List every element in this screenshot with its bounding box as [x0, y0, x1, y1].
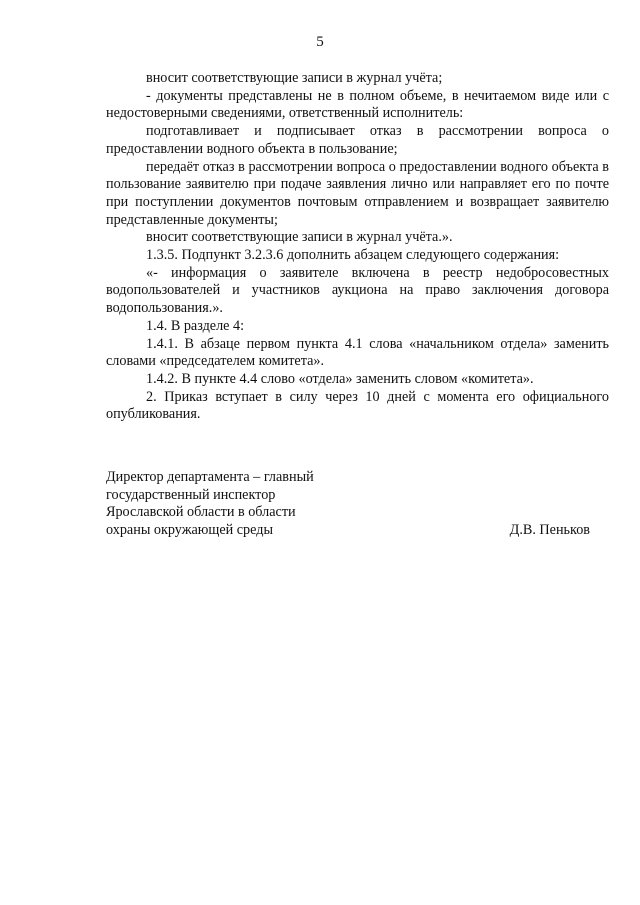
- signatory-title-line: Директор департамента – главный: [106, 469, 314, 485]
- paragraph: - документы представлены не в полном объеме, в нечитаемом виде или с недостоверными сведениями, ответственный исполнитель:: [106, 87, 609, 122]
- paragraph: 1.3.5. Подпункт 3.2.3.6 дополнить абзацем следующего содержания:: [146, 247, 560, 264]
- paragraph: 1.4. В разделе 4:: [146, 317, 245, 334]
- paragraph: 1.4.1. В абзаце первом пункта 4.1 слова «начальником отдела» заменить словами «председателем комитета».: [106, 335, 609, 370]
- paragraph: 1.4.2. В пункте 4.4 слово «отдела» заменить словом «комитета».: [146, 370, 534, 387]
- signatory-title-line: государственный инспектор: [106, 486, 276, 503]
- signatory-title-line: Ярославской области в области: [106, 504, 296, 521]
- paragraph: вносит соответствующие записи в журнал учёта;: [146, 70, 443, 86]
- signatory-title-line: охраны окружающей среды: [106, 522, 274, 539]
- document-body: [106, 70, 609, 424]
- signature-block: [106, 469, 590, 540]
- page-number: 5: [316, 34, 324, 50]
- paragraph: «- информация о заявителе включена в реестр недобросовестных водопользователей и участников аукциона на право заключения договора водопользования.».: [106, 264, 609, 317]
- signatory-name: Д.В. Пеньков: [509, 522, 590, 539]
- paragraph: вносит соответствующие записи в журнал учёта.».: [146, 229, 453, 246]
- paragraph: подготавливает и подписывает отказ в рассмотрении вопроса о предоставлении водного объекта в пользование;: [106, 123, 609, 157]
- paragraph: передаёт отказ в рассмотрении вопроса о предоставлении водного объекта в пользование заявителю при подаче заявления лично или направляет его по почте при поступлении документов почтовым отправлением и возвращает заявителю представленные документы;: [106, 158, 609, 228]
- paragraph: 2. Приказ вступает в силу через 10 дней с момента его официального опубликования.: [106, 388, 609, 423]
